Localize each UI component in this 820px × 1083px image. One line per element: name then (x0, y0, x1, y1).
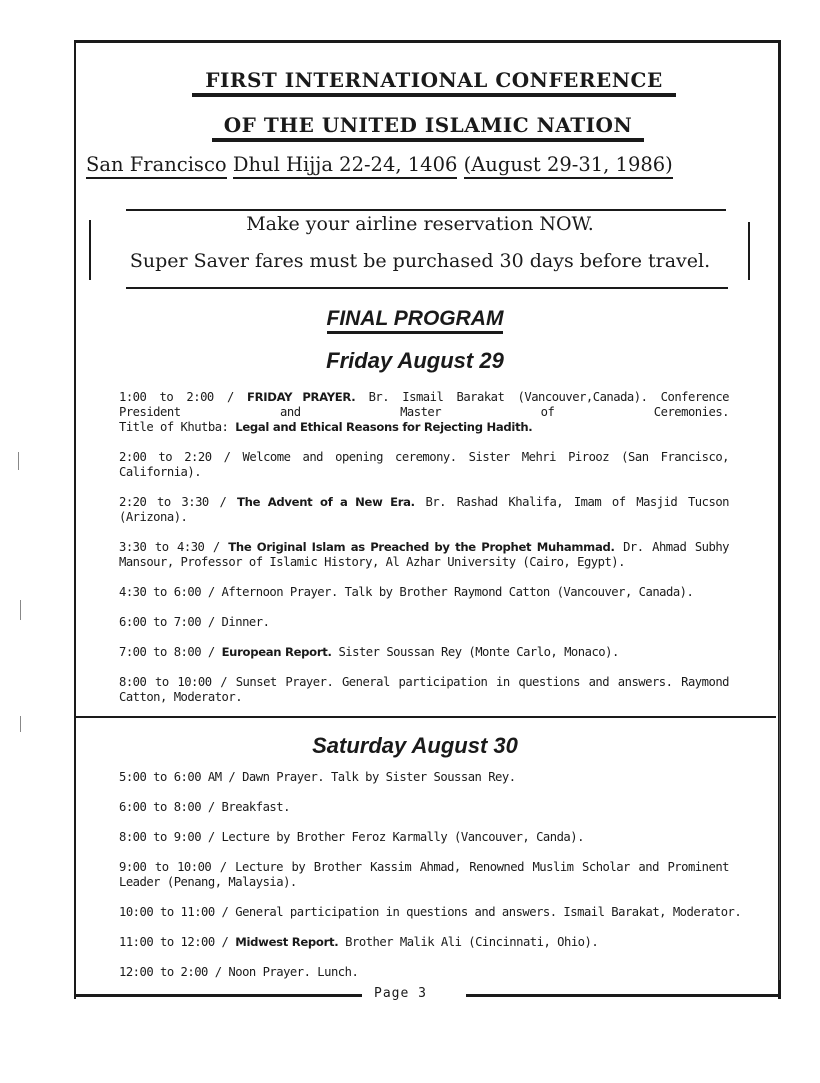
schedule-entry (119, 645, 729, 660)
subtitle-location: San Francisco (86, 153, 227, 179)
conference-subtitle (86, 153, 776, 176)
entry-text: California). (119, 465, 202, 479)
scan-mark (779, 650, 780, 980)
notice-bottom-rule (126, 287, 728, 289)
schedule-entry-line (119, 540, 729, 555)
entry-text: 8:00 to 9:00 / Lecture by Brother Feroz Karmally (Vancouver, Canda). (119, 830, 584, 844)
schedule-entry (119, 450, 729, 480)
page-number: Page 3 (374, 986, 427, 1001)
entry-text: Leader (Penang, Malaysia). (119, 875, 297, 889)
schedule-entry-line (119, 390, 729, 405)
schedule-entry (119, 615, 729, 630)
entry-text: 11:00 to 12:00 / (119, 935, 236, 949)
scan-mark (20, 716, 21, 732)
entry-text: 4:30 to 6:00 / Afternoon Prayer. Talk by Brother Raymond Catton (Vancouver, Canada). (119, 585, 694, 599)
schedule-entry-line (119, 830, 729, 845)
schedule-entry (119, 800, 729, 815)
schedule-entry-line (119, 510, 729, 525)
session-title: Midwest Report. (235, 935, 339, 949)
conference-title-line-2: OF THE UNITED ISLAMIC NATION (212, 113, 644, 142)
entry-text: 10:00 to 11:00 / General participation in questions and answers. Ismail Barakat, Moderator. (119, 905, 742, 919)
conference-title-line-1: FIRST INTERNATIONAL CONFERENCE (192, 68, 676, 97)
program-title: FINAL PROGRAM (290, 307, 540, 331)
entry-text: Br. Rashad Khalifa, Imam of Masjid Tucson (414, 495, 729, 509)
entry-text: Mansour, Professor of Islamic History, Al Azhar University (Cairo, Egypt). (119, 555, 625, 569)
notice-line-2: Super Saver fares must be purchased 30 days before travel. (129, 250, 711, 272)
session-title: The Advent of a New Era. (237, 495, 415, 509)
entry-text: 1:00 to 2:00 / (119, 390, 247, 404)
footer-rule-right (466, 994, 778, 997)
scan-mark (18, 452, 19, 470)
schedule-entry (119, 495, 729, 525)
schedule-entry-line (119, 615, 729, 630)
footer-rule-left (74, 994, 362, 997)
session-title: European Report. (221, 645, 332, 659)
entry-text: Br. Ismail Barakat (Vancouver,Canada). Conference (355, 390, 730, 404)
schedule-entry-line (119, 405, 729, 420)
entry-text: 9:00 to 10:00 / Lecture by Brother Kassim Ahmad, Renowned Muslim Scholar and Prominent (119, 860, 729, 874)
subtitle-gregorian-date: (August 29-31, 1986) (464, 153, 673, 179)
schedule-entry (119, 390, 729, 435)
notice-left-bar (89, 220, 91, 280)
schedule-entry-line (119, 965, 729, 980)
schedule-entry-line (119, 800, 729, 815)
schedule-entry-line (119, 860, 729, 875)
schedule-entry-line (119, 770, 729, 785)
entry-text: 2:20 to 3:30 / (119, 495, 238, 509)
session-title: Legal and Ethical Reasons for Rejecting Hadith. (235, 420, 533, 434)
schedule-entry-line (119, 875, 729, 890)
entry-text: 5:00 to 6:00 AM / Dawn Prayer. Talk by Sister Soussan Rey. (119, 770, 516, 784)
schedule-entry (119, 540, 729, 570)
schedule-entry (119, 830, 729, 845)
entry-text: 3:30 to 4:30 / (119, 540, 229, 554)
schedule-entry (119, 860, 729, 890)
schedule-entry-line (119, 495, 729, 510)
entry-text: President and Master of Ceremonies. (119, 405, 729, 419)
entry-text: Sister Soussan Rey (Monte Carlo, Monaco). (331, 645, 619, 659)
schedule-entry-line (119, 450, 729, 465)
schedule-entry (119, 770, 729, 785)
session-title: FRIDAY PRAYER. (246, 390, 356, 404)
schedule-entry (119, 585, 729, 600)
entry-text: 2:00 to 2:20 / Welcome and opening ceremony. Sister Mehri Pirooz (San Francisco, (119, 450, 729, 464)
schedule-entry-line (119, 905, 742, 920)
schedule-entry (119, 935, 729, 950)
friday-heading: Friday August 29 (326, 348, 504, 373)
entry-text: 7:00 to 8:00 / (119, 645, 222, 659)
schedule-entry (119, 965, 729, 980)
session-title: The Original Islam as Preached by the Prophet Muhammad. (228, 540, 615, 554)
schedule-entry-line (119, 690, 729, 705)
entry-text: 12:00 to 2:00 / Noon Prayer. Lunch. (119, 965, 359, 979)
schedule-entry-line (119, 645, 729, 660)
entry-text: Title of Khutba: (119, 420, 236, 434)
entry-text: 8:00 to 10:00 / Sunset Prayer. General participation in questions and answers. Raymond (119, 675, 729, 689)
schedule-entry-line (119, 935, 729, 950)
section-divider (76, 716, 776, 718)
entry-text: (Arizona). (119, 510, 188, 524)
saturday-heading: Saturday August 30 (312, 733, 518, 758)
scan-mark (20, 600, 21, 620)
schedule-entry-line (119, 675, 729, 690)
schedule-entry-line (119, 585, 729, 600)
entry-text: Brother Malik Ali (Cincinnati, Ohio). (338, 935, 599, 949)
schedule-entry-line (119, 420, 729, 435)
entry-text: Catton, Moderator. (119, 690, 243, 704)
schedule-entry-line (119, 465, 729, 480)
entry-text: 6:00 to 8:00 / Breakfast. (119, 800, 290, 814)
schedule-entry (119, 905, 742, 920)
notice-right-bar (748, 222, 750, 280)
schedule-entry (119, 675, 729, 705)
entry-text: 6:00 to 7:00 / Dinner. (119, 615, 270, 629)
notice-top-rule (126, 209, 726, 211)
subtitle-hijri-date: Dhul Hijja 22-24, 1406 (233, 153, 458, 179)
schedule-entry-line (119, 555, 729, 570)
entry-text: Dr. Ahmad Subhy (614, 540, 730, 554)
notice-line-1: Make your airline reservation NOW. (246, 213, 594, 235)
